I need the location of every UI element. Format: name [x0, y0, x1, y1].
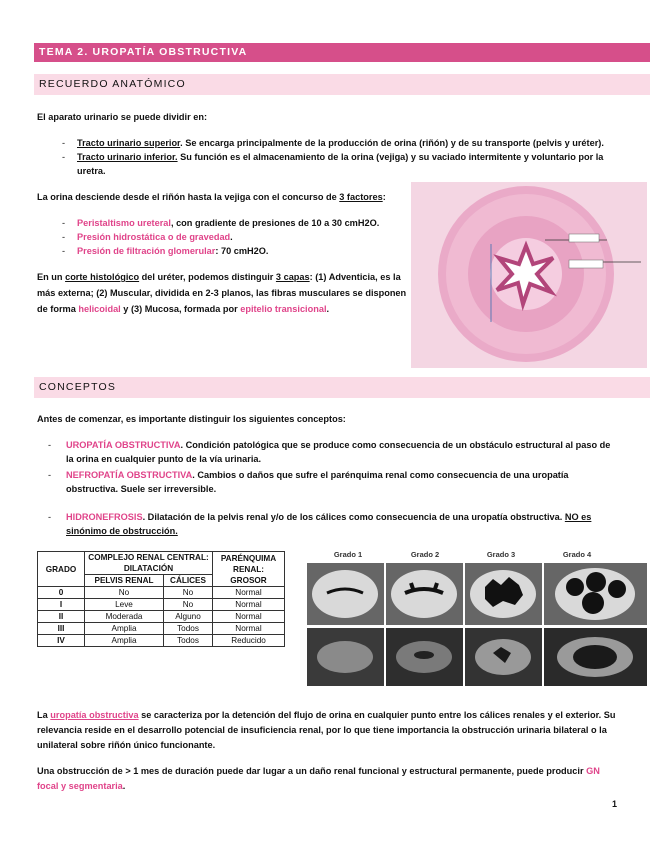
cell-grosor: Normal [213, 587, 285, 599]
closing-p1-l1: La uropatía obstructiva se caracteriza por la detención del flujo de orina en cualquier punto entre los cálices renales y el exterior. Su [37, 710, 616, 720]
conceptos-intro: Antes de comenzar, es importante distinguir los siguientes conceptos: [37, 414, 346, 424]
table-row [38, 635, 285, 647]
cell-grado: IV [38, 635, 85, 647]
hydronephrosis-grades-image [305, 549, 649, 686]
bullet-tracto-superior: Tracto urinario superior. Se encarga principalmente de la producción de orina (riñón) y de su transporte (pelvis y uréter). [77, 138, 604, 148]
hydronephrosis-grade-table [37, 551, 285, 647]
col-grado: GRADO [38, 552, 85, 587]
closing-p2-l2: focal y segmentaria. [37, 781, 126, 791]
grade-diagram-row [307, 563, 647, 625]
bullet-dash: - [62, 152, 66, 162]
cell-grosor: Normal [213, 611, 285, 623]
col-parenquima: PARÉNQUIMA RENAL: GROSOR [213, 552, 285, 587]
corte-line-2: más externa; (2) Muscular, dividida en 2-3 planos, las fibras musculares se disponen [37, 288, 407, 298]
cell-calices: Todos [164, 635, 213, 647]
concept-hidronefrosis: HIDRONEFROSIS. Dilatación de la pelvis renal y/o de los cálices como consecuencia de una uropatía obstructiva. NO es [66, 512, 592, 522]
ureter-histology-drawing [411, 182, 647, 368]
cell-calices: Todos [164, 623, 213, 635]
col-calices: CÁLICES [164, 575, 213, 587]
cell-pelvis: Amplia [85, 623, 164, 635]
cell-grado: I [38, 599, 85, 611]
section-heading-conceptos: CONCEPTOS [34, 377, 650, 398]
bullet-tracto-inferior: Tracto urinario inferior. Su función es el almacenamiento de la orina (vejiga) y su vaciado intermitente y voluntario por la [77, 152, 604, 162]
factors-text: La orina desciende desde el riñón hasta la vejiga con el concurso de 3 factores: [37, 192, 386, 202]
cell-grosor: Reducido [213, 635, 285, 647]
grades-drawing [305, 549, 649, 686]
cell-calices: Alguno [164, 611, 213, 623]
page-title: TEMA 2. UROPATÍA OBSTRUCTIVA [34, 43, 650, 62]
grade-4-label: Grado 4 [562, 550, 592, 559]
bullet-dash: - [62, 232, 66, 242]
bullet-dash: - [62, 138, 66, 148]
bullet-tracto-inferior-cont: uretra. [77, 166, 106, 176]
concept-uropatia: UROPATÍA OBSTRUCTIVA. Condición patológica que se produce como consecuencia de un obstáculo estructural al paso de [66, 440, 611, 450]
cell-calices: No [164, 587, 213, 599]
bullet-dash: - [48, 470, 52, 480]
section-heading-anatomico: RECUERDO ANATÓMICO [34, 74, 650, 95]
factor-presion-hidrostatica: Presión hidrostática o de gravedad. [77, 232, 233, 242]
corte-line-1: En un corte histológico del uréter, podemos distinguir 3 capas: (1) Adventicia, es la [37, 272, 401, 282]
factor-presion-filtracion: Presión de filtración glomerular: 70 cmH2O. [77, 246, 269, 256]
ureter-histology-image [411, 182, 647, 368]
col-complejo: COMPLEJO RENAL CENTRAL: DILATACIÓN [85, 552, 213, 575]
grade-3-label: Grado 3 [486, 550, 516, 559]
cell-grosor: Normal [213, 599, 285, 611]
cell-grado: 0 [38, 587, 85, 599]
col-pelvis: PELVIS RENAL [85, 575, 164, 587]
cell-pelvis: No [85, 587, 164, 599]
ultrasound-row [307, 628, 647, 686]
table-row [38, 587, 285, 599]
table-row [38, 611, 285, 623]
bullet-dash: - [48, 512, 52, 522]
cell-pelvis: Moderada [85, 611, 164, 623]
closing-p1-l2: relevancia reside en el desarrollo potencial de insuficiencia renal, por lo que tiene importancia la obstrucción urinaria bilateral o la [37, 725, 607, 735]
closing-p1-l3: unilateral sobre riñón único funcionante. [37, 740, 216, 750]
table-row [38, 599, 285, 611]
bullet-dash: - [62, 246, 66, 256]
concept-hidronefrosis-cont: sinónimo de obstrucción. [66, 526, 178, 536]
cell-pelvis: Amplia [85, 635, 164, 647]
closing-p2-l1: Una obstrucción de > 1 mes de duración puede dar lugar a un daño renal funcional y estructural permanente, puede producir GN [37, 766, 600, 776]
factor-peristaltismo: Peristaltismo ureteral, con gradiente de presiones de 10 a 30 cmH2O. [77, 218, 380, 228]
grade-1-label: Grado 1 [333, 550, 363, 559]
cell-grado: III [38, 623, 85, 635]
cell-calices: No [164, 599, 213, 611]
intro-text: El aparato urinario se puede dividir en: [37, 112, 208, 122]
bullet-dash: - [62, 218, 66, 228]
cell-grado: II [38, 611, 85, 623]
corte-line-3: de forma helicoidal y (3) Mucosa, formada por epitelio transicional. [37, 304, 330, 314]
cell-grosor: Normal [213, 623, 285, 635]
page-number: 1 [612, 799, 618, 809]
cell-pelvis: Leve [85, 599, 164, 611]
concept-nefropatia: NEFROPATÍA OBSTRUCTIVA. Cambios o daños que sufre el parénquima renal como consecuencia de una uropatía [66, 470, 569, 480]
concept-nefropatia-cont: obstructiva. Suele ser irreversible. [66, 484, 217, 494]
bullet-dash: - [48, 440, 52, 450]
table-row [38, 623, 285, 635]
concept-uropatia-cont: la orina en cualquier punto de la vía urinaria. [66, 454, 262, 464]
grade-2-label: Grado 2 [410, 550, 440, 559]
